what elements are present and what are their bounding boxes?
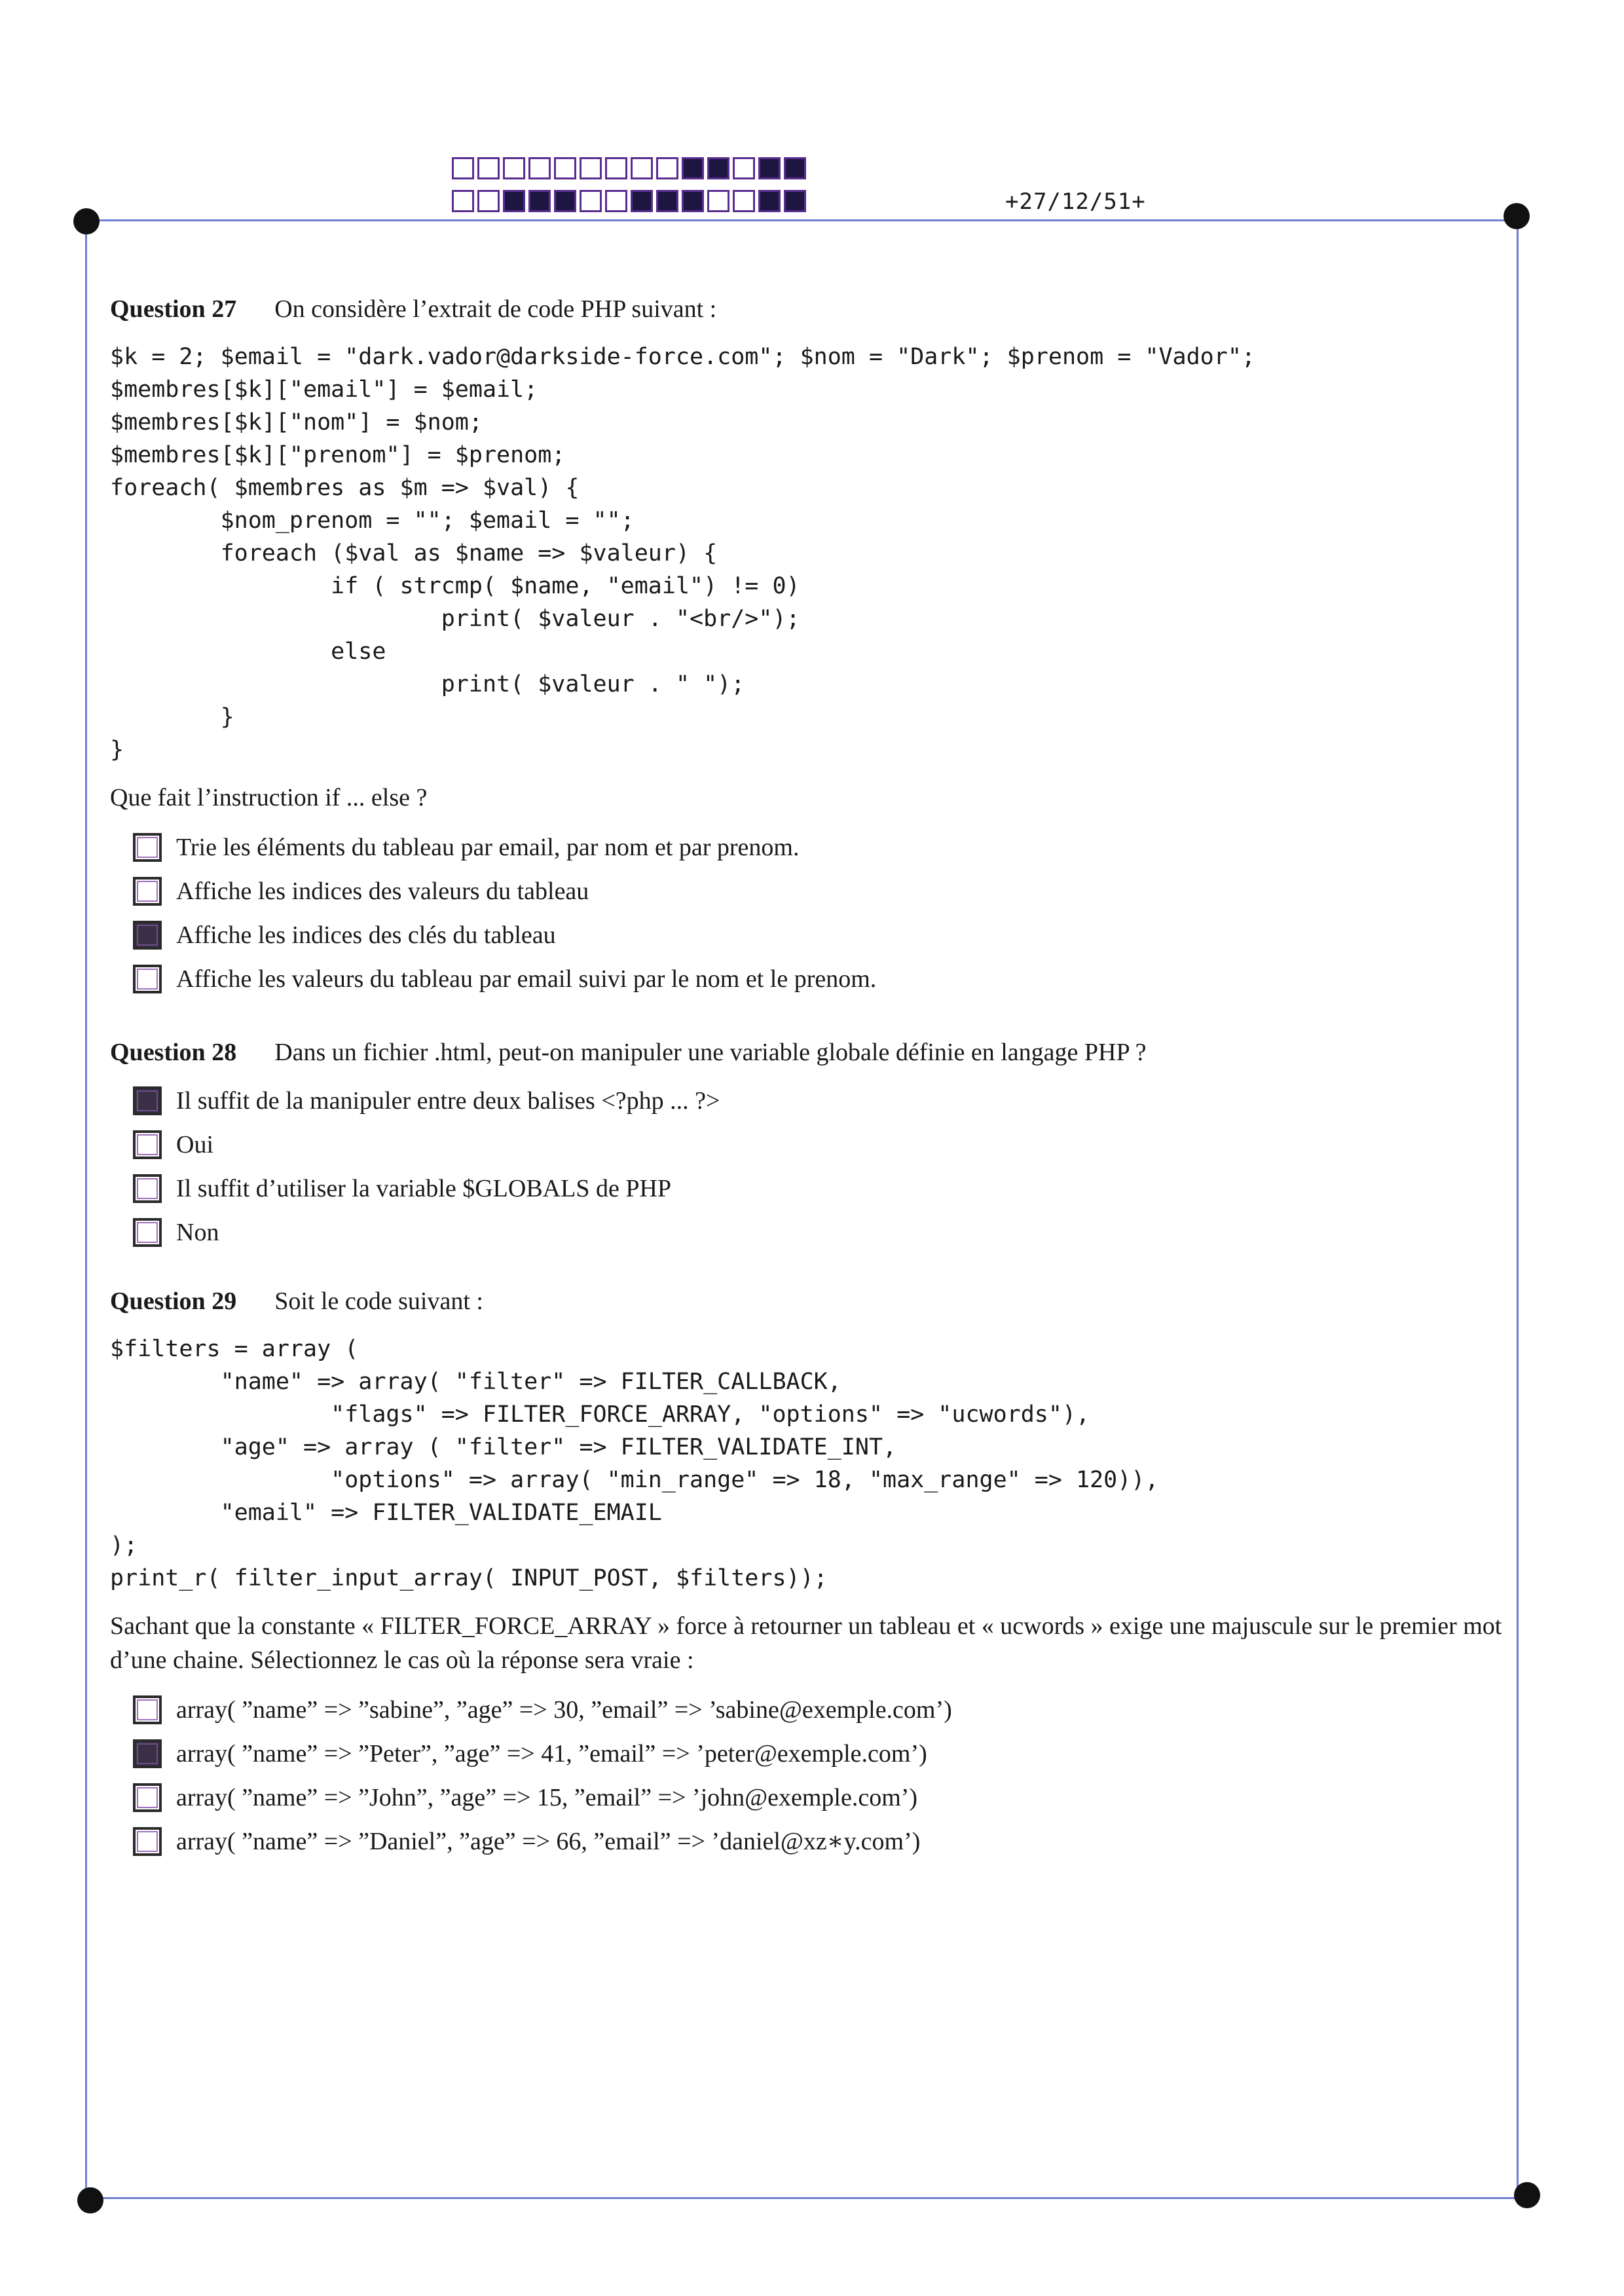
barcode-cell bbox=[656, 157, 678, 179]
answer-option[interactable]: Affiche les valeurs du tableau par email suivi par le nom et le prenom. bbox=[133, 957, 1518, 1001]
barcode-cell bbox=[554, 157, 576, 179]
barcode-cell bbox=[682, 190, 704, 212]
barcode-bottom-row bbox=[452, 190, 809, 212]
barcode-cell bbox=[784, 190, 806, 212]
question-27 bbox=[110, 295, 1518, 1001]
answer-option[interactable]: Affiche les indices des valeurs du tableau bbox=[133, 869, 1518, 913]
barcode-cell bbox=[528, 157, 551, 179]
corner-marker-top-left bbox=[73, 208, 100, 234]
corner-marker-bottom-right bbox=[1514, 2182, 1540, 2208]
checkbox[interactable] bbox=[133, 833, 162, 862]
question-27-label: Question 27 bbox=[110, 295, 237, 323]
question-29-text: Soit le code suivant : bbox=[274, 1287, 483, 1315]
frame-top bbox=[85, 219, 1519, 221]
barcode-cell bbox=[784, 157, 806, 179]
checkbox[interactable] bbox=[133, 877, 162, 906]
barcode-cell bbox=[682, 157, 704, 179]
barcode-cell bbox=[477, 190, 500, 212]
barcode-cell bbox=[733, 190, 755, 212]
barcode-cell bbox=[707, 157, 729, 179]
checkbox[interactable] bbox=[133, 965, 162, 993]
barcode-cell bbox=[631, 190, 653, 212]
barcode-cell bbox=[477, 157, 500, 179]
barcode-cell bbox=[631, 157, 653, 179]
barcode-cell bbox=[528, 190, 551, 212]
question-29-prompt: Sachant que la constante « FILTER_FORCE_ARRAY » force à retourner un tableau et « ucwords » exige une majuscule sur le premier mot d’une chaine. Sélectionnez le cas où la réponse sera vraie : bbox=[110, 1612, 1502, 1674]
question-27-prompt: Que fait l’instruction if ... else ? bbox=[110, 784, 428, 811]
barcode-cell bbox=[580, 157, 602, 179]
checkbox[interactable] bbox=[133, 1086, 162, 1115]
answer-option[interactable]: Oui bbox=[133, 1122, 1518, 1166]
barcode-cell bbox=[452, 157, 474, 179]
question-28-answers bbox=[110, 1079, 1518, 1254]
question-27-code: $k = 2; $email = "dark.vador@darkside-force.com"; $nom = "Dark"; $prenom = "Vador"; $membres[$k]["email"] = $email; $membres[$k]["nom"] = $nom; $membres[$k]["prenom"] = $prenom; foreach( $membres as $m => $val) { $nom_prenom = ""; $email = ""; foreach ($val as $name => $valeur) { if ( strcmp( $name, "email") != 0) print( $valeur . "<br/>"); else print( $valeur . " "); } } bbox=[110, 344, 1255, 763]
barcode-cell bbox=[758, 190, 781, 212]
answer-option[interactable]: array( ”name” => ”sabine”, ”age” => 30, ”email” => ’sabine@exemple.com’) bbox=[133, 1688, 1518, 1731]
answer-option[interactable]: Non bbox=[133, 1210, 1518, 1254]
barcode-cell bbox=[733, 157, 755, 179]
question-28-text: Dans un fichier .html, peut-on manipuler une variable globale définie en langage PHP ? bbox=[274, 1039, 1147, 1066]
answer-option[interactable]: Il suffit d’utiliser la variable $GLOBALS de PHP bbox=[133, 1166, 1518, 1210]
checkbox[interactable] bbox=[133, 921, 162, 950]
answer-option[interactable]: Affiche les indices des clés du tableau bbox=[133, 913, 1518, 957]
sheet-id: +27/12/51+ bbox=[1005, 189, 1146, 215]
answer-option[interactable]: array( ”name” => ”Daniel”, ”age” => 66, ”email” => ’daniel@xz∗y.com’) bbox=[133, 1819, 1518, 1863]
question-29-answers bbox=[110, 1688, 1518, 1863]
question-28-header bbox=[110, 1038, 1518, 1067]
barcode-cell bbox=[503, 157, 525, 179]
barcode-cell bbox=[503, 190, 525, 212]
question-27-text: On considère l’extrait de code PHP suivant : bbox=[274, 295, 717, 323]
question-29 bbox=[110, 1287, 1518, 1863]
barcode-cell bbox=[758, 157, 781, 179]
question-27-header bbox=[110, 295, 1518, 324]
frame-bottom bbox=[90, 2197, 1524, 2199]
question-29-code: $filters = array ( "name" => array( "filter" => FILTER_CALLBACK, "flags" => FILTER_FORCE_ARRAY, "options" => "ucwords"), "age" => array ( "filter" => FILTER_VALIDATE_INT, "options" => array( "min_range" => 18, "max_range" => 120)), "email" => FILTER_VALIDATE_EMAIL ); print_r( filter_input_array( INPUT_POST, $filters)); bbox=[110, 1336, 1159, 1591]
question-29-label: Question 29 bbox=[110, 1287, 237, 1315]
corner-marker-top-right bbox=[1504, 203, 1530, 229]
answer-option[interactable]: Il suffit de la manipuler entre deux balises <?php ... ?> bbox=[133, 1079, 1518, 1122]
barcode-cell bbox=[605, 157, 627, 179]
frame-left bbox=[85, 219, 87, 2197]
question-27-answers bbox=[110, 825, 1518, 1001]
checkbox[interactable] bbox=[133, 1695, 162, 1724]
barcode-top-row bbox=[452, 157, 809, 179]
answer-option[interactable]: array( ”name” => ”John”, ”age” => 15, ”email” => ’john@exemple.com’) bbox=[133, 1775, 1518, 1819]
barcode-cell bbox=[452, 190, 474, 212]
question-29-header bbox=[110, 1287, 1518, 1316]
checkbox[interactable] bbox=[133, 1739, 162, 1768]
checkbox[interactable] bbox=[133, 1783, 162, 1812]
barcode-cell bbox=[554, 190, 576, 212]
checkbox[interactable] bbox=[133, 1827, 162, 1856]
checkbox[interactable] bbox=[133, 1174, 162, 1203]
barcode-cell bbox=[580, 190, 602, 212]
question-28-label: Question 28 bbox=[110, 1039, 237, 1066]
answer-option[interactable]: Trie les éléments du tableau par email, par nom et par prenom. bbox=[133, 825, 1518, 869]
barcode-cell bbox=[605, 190, 627, 212]
checkbox[interactable] bbox=[133, 1130, 162, 1159]
barcode-cell bbox=[707, 190, 729, 212]
answer-option[interactable]: array( ”name” => ”Peter”, ”age” => 41, ”email” => ’peter@exemple.com’) bbox=[133, 1731, 1518, 1775]
checkbox[interactable] bbox=[133, 1218, 162, 1247]
barcode-cell bbox=[656, 190, 678, 212]
question-28 bbox=[110, 1038, 1518, 1254]
corner-marker-bottom-left bbox=[77, 2187, 103, 2213]
